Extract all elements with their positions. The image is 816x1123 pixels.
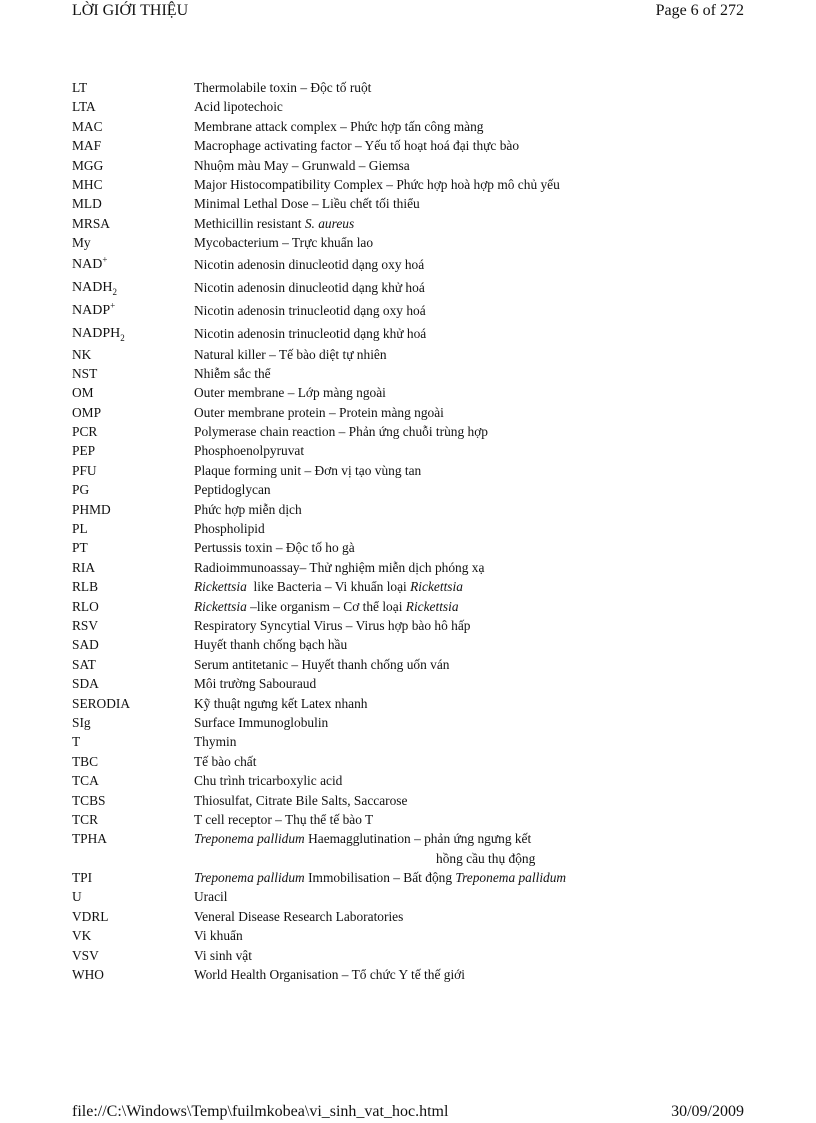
- abbreviation-definition: Outer membrane protein – Protein màng ngoài: [194, 404, 444, 420]
- abbreviation-row: [72, 752, 744, 771]
- abbreviation-code: T: [72, 734, 81, 750]
- abbreviation-row: [72, 577, 744, 596]
- abbreviation-row: [72, 441, 744, 460]
- abbreviation-definition: Phức hợp miễn dịch: [194, 501, 302, 517]
- abbreviation-code: OMP: [72, 404, 102, 420]
- abbreviation-definition: Huyết thanh chống bạch hầu: [194, 637, 348, 653]
- abbreviation-definition: Acid lipotechoic: [194, 99, 283, 115]
- abbreviation-code: PFU: [72, 462, 97, 478]
- abbreviation-code: TCBS: [72, 792, 106, 808]
- abbreviation-row: [72, 519, 744, 538]
- abbreviation-row: [72, 635, 744, 654]
- abbreviation-code: MGG: [72, 157, 104, 173]
- abbreviation-row: [72, 276, 744, 299]
- abbreviation-code: VDRL: [72, 908, 109, 924]
- abbreviation-definition: Vi sinh vật: [194, 947, 252, 963]
- abbreviation-row: [72, 616, 744, 635]
- abbreviation-row: [72, 299, 744, 322]
- abbreviation-definition: Phospholipid: [194, 521, 265, 537]
- abbreviation-definition: Outer membrane – Lớp màng ngoài: [194, 385, 386, 401]
- abbreviation-code: PHMD: [72, 501, 111, 517]
- abbreviation-code: SAT: [72, 656, 96, 672]
- abbreviation-code: NADP+: [72, 299, 116, 318]
- abbreviation-definition: Natural killer – Tế bào diệt tự nhiên: [194, 346, 387, 362]
- abbreviation-code: U: [72, 889, 82, 905]
- abbreviation-definition: Treponema pallidum Haemagglutination – phản ứng ngưng kết hồng cầu thụ động: [194, 831, 536, 866]
- abbreviation-code: RSV: [72, 617, 99, 633]
- abbreviation-code: VK: [72, 928, 92, 944]
- abbreviation-definition: Thymin: [194, 734, 237, 750]
- abbreviation-definition: Methicillin resistant S. aureus: [194, 215, 355, 231]
- abbreviation-code: PEP: [72, 443, 96, 459]
- abbreviation-definition: Membrane attack complex – Phức hợp tấn công màng: [194, 118, 484, 134]
- abbreviation-code: NST: [72, 365, 98, 381]
- abbreviation-code: LT: [72, 80, 88, 95]
- abbreviation-definition: World Health Organisation – Tổ chức Y tế thế giới: [194, 967, 465, 983]
- abbreviation-row: [72, 558, 744, 577]
- abbreviation-row: [72, 194, 744, 213]
- abbreviation-row: [72, 156, 744, 175]
- abbreviation-row: [72, 136, 744, 155]
- abbreviation-code: RLO: [72, 598, 99, 614]
- abbreviation-row: [72, 175, 744, 194]
- abbreviation-code: PG: [72, 482, 90, 498]
- abbreviation-definition: Respiratory Syncytial Virus – Virus hợp bào hô hấp: [194, 617, 471, 633]
- abbreviation-code: My: [72, 235, 91, 251]
- abbreviation-row: [72, 97, 744, 116]
- page-header-title: LỜI GIỚI THIỆU: [72, 2, 189, 19]
- abbreviation-definition: Minimal Lethal Dose – Liều chết tối thiểu: [194, 196, 420, 212]
- page-footer-date: 30/09/2009: [671, 1103, 744, 1120]
- abbreviation-definition: Vi khuẩn: [194, 928, 243, 944]
- abbreviation-code: OM: [72, 385, 94, 401]
- abbreviation-code: SIg: [72, 714, 91, 730]
- abbreviation-definition: Rickettsia like Bacteria – Vi khuẩn loại Rickettsia: [194, 579, 463, 595]
- abbreviation-definition: Treponema pallidum Immobilisation – Bất động Treponema pallidum: [194, 870, 567, 886]
- abbreviation-definition: Uracil: [194, 889, 228, 905]
- abbreviation-definition: Nicotin adenosin dinucleotid dạng oxy hoá: [194, 256, 425, 272]
- abbreviation-code: PT: [72, 540, 88, 556]
- abbreviation-code: MLD: [72, 196, 102, 212]
- abbreviation-definition: Mycobacterium – Trực khuẩn lao: [194, 235, 374, 251]
- abbreviation-definition: Peptidoglycan: [194, 482, 271, 498]
- abbreviation-code: MAF: [72, 138, 102, 154]
- abbreviation-definition: Radioimmunoassay– Thử nghiệm miễn dịch phóng xạ: [194, 559, 485, 575]
- abbreviation-row: [72, 907, 744, 926]
- abbreviation-code: PCR: [72, 424, 98, 440]
- abbreviation-definition: Polymerase chain reaction – Phản ứng chuỗi trùng hợp: [194, 424, 488, 440]
- abbreviation-row: [72, 887, 744, 906]
- abbreviation-definition: Môi trường Sabouraud: [194, 676, 317, 692]
- abbreviation-code: RLB: [72, 579, 99, 595]
- abbreviation-definition: Thiosulfat, Citrate Bile Salts, Saccarose: [194, 792, 408, 808]
- abbreviation-row: [72, 461, 744, 480]
- page-number: Page 6 of 272: [655, 2, 744, 19]
- abbreviation-row: [72, 345, 744, 364]
- abbreviation-row: [72, 946, 744, 965]
- abbreviation-row: [72, 965, 744, 984]
- abbreviation-row: [72, 253, 744, 276]
- abbreviation-definition: Rickettsia –like organism – Cơ thể loại Rickettsia: [194, 598, 459, 614]
- abbreviation-code: NK: [72, 346, 92, 362]
- abbreviation-definition: Nicotin adenosin dinucleotid dạng khử hoá: [194, 279, 425, 295]
- abbreviation-definition: Phosphoenolpyruvat: [194, 443, 305, 459]
- abbreviation-row: [72, 78, 744, 97]
- abbreviation-code: TCA: [72, 773, 99, 789]
- abbreviation-code: $NADH_2$: [72, 279, 117, 297]
- abbreviation-definition: Nhiễm sắc thể: [194, 365, 271, 381]
- abbreviation-definition: Macrophage activating factor – Yếu tố hoạt hoá đại thực bào: [194, 138, 520, 154]
- abbreviation-code: SDA: [72, 676, 99, 692]
- abbreviation-row: [72, 791, 744, 810]
- abbreviation-definition: Serum antitetanic – Huyết thanh chống uốn ván: [194, 656, 450, 672]
- abbreviation-code: SAD: [72, 637, 99, 653]
- abbreviation-code: SERODIA: [72, 695, 131, 711]
- abbreviation-definition: Plaque forming unit – Đơn vị tạo vùng tan: [194, 462, 422, 478]
- abbreviation-definition: Nhuộm màu May – Grunwald – Giemsa: [194, 157, 410, 173]
- abbreviation-row: [72, 214, 744, 233]
- abbreviation-row: [72, 694, 744, 713]
- abbreviation-code: LTA: [72, 99, 96, 115]
- abbreviation-row: [72, 422, 744, 441]
- abbreviation-row: [72, 771, 744, 790]
- abbreviation-definition: Nicotin adenosin trinucleotid dạng khử hoá: [194, 325, 427, 341]
- abbreviation-row: [72, 480, 744, 499]
- abbreviation-row: [72, 403, 744, 422]
- abbreviation-row: [72, 713, 744, 732]
- abbreviation-row: [72, 538, 744, 557]
- abbreviation-row: [72, 810, 744, 829]
- abbreviation-code: RIA: [72, 559, 96, 575]
- abbreviation-row: [72, 868, 744, 887]
- abbreviation-definition: Veneral Disease Research Laboratories: [194, 908, 404, 924]
- abbreviation-definition: Pertussis toxin – Độc tố ho gà: [194, 540, 355, 556]
- abbreviation-row: [72, 322, 744, 345]
- abbreviation-definition: Thermolabile toxin – Độc tố ruột: [194, 80, 372, 95]
- abbreviation-definition: Tế bào chất: [194, 753, 257, 769]
- abbreviation-code: MHC: [72, 176, 103, 192]
- abbreviation-code: $NADPH_2$: [72, 325, 125, 343]
- abbreviation-code: VSV: [72, 947, 99, 963]
- abbreviation-row: [72, 500, 744, 519]
- abbreviation-row: [72, 674, 744, 693]
- abbreviation-list: [72, 78, 744, 984]
- abbreviation-code: MRSA: [72, 215, 110, 231]
- abbreviation-code: MAC: [72, 118, 103, 134]
- abbreviation-row: [72, 655, 744, 674]
- abbreviation-row: [72, 117, 744, 136]
- abbreviation-row: [72, 926, 744, 945]
- abbreviation-code: TCR: [72, 811, 99, 827]
- abbreviation-code: TPHA: [72, 831, 107, 847]
- abbreviation-definition: T cell receptor – Thụ thể tế bào T: [194, 811, 374, 827]
- abbreviation-row: [72, 732, 744, 751]
- abbreviation-code: TPI: [72, 870, 93, 886]
- abbreviation-definition: Surface Immunoglobulin: [194, 714, 329, 730]
- abbreviation-row: [72, 597, 744, 616]
- abbreviation-definition: Major Histocompatibility Complex – Phức hợp hoà hợp mô chủ yếu: [194, 176, 560, 192]
- page-footer-file-path: file://C:\Windows\Temp\fuilmkobea\vi_sinh_vat_hoc.html: [72, 1103, 449, 1120]
- abbreviation-row: [72, 829, 744, 868]
- abbreviation-definition: Kỹ thuật ngưng kết Latex nhanh: [194, 695, 368, 711]
- abbreviation-code: WHO: [72, 967, 104, 983]
- abbreviation-code: TBC: [72, 753, 99, 769]
- abbreviation-code: PL: [72, 521, 88, 537]
- abbreviation-row: [72, 364, 744, 383]
- abbreviation-code: NAD+: [72, 253, 108, 272]
- abbreviation-definition: Chu trình tricarboxylic acid: [194, 773, 343, 789]
- abbreviation-row: [72, 383, 744, 402]
- abbreviation-row: [72, 233, 744, 252]
- abbreviation-definition: Nicotin adenosin trinucleotid dạng oxy hoá: [194, 302, 426, 318]
